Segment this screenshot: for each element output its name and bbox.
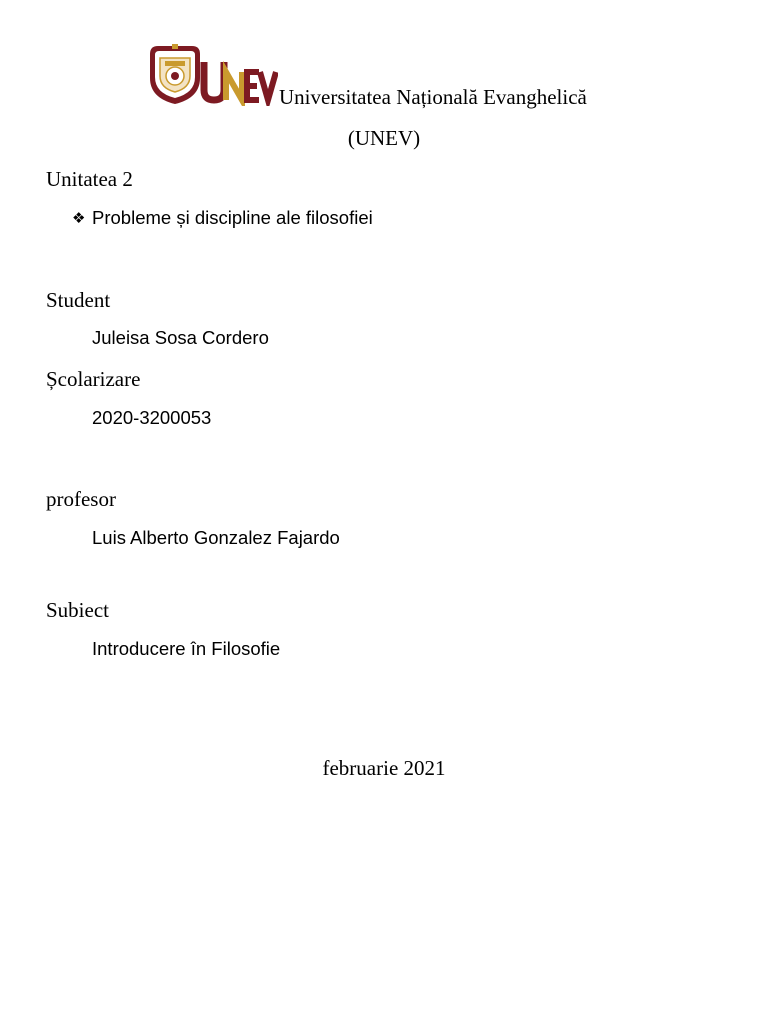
unev-wordmark: [204, 62, 276, 100]
topic-bullet-item: [72, 209, 373, 228]
subject-label: Subiect: [46, 598, 109, 622]
topic-text: Probleme și discipline ale filosofiei: [92, 207, 373, 228]
subject-name: Introducere în Filosofie: [92, 638, 281, 659]
professor-name: Luis Alberto Gonzalez Fajardo: [92, 527, 340, 548]
document-date: februarie 2021: [322, 756, 446, 780]
enrollment-label: Școlarizare: [46, 367, 141, 391]
university-logo: [148, 42, 278, 106]
enrollment-number: 2020-3200053: [92, 407, 212, 428]
unev-logo-icon: [148, 42, 278, 106]
student-label: Student: [46, 288, 111, 312]
unit-label: Unitatea 2: [46, 167, 133, 191]
crest-icon: [150, 44, 200, 104]
diamond-bullet-icon: ❖: [72, 210, 86, 227]
student-name: Juleisa Sosa Cordero: [92, 327, 269, 348]
professor-label: profesor: [46, 487, 116, 511]
university-abbreviation: (UNEV): [347, 126, 421, 150]
university-name: Universitatea Națională Evanghelică: [279, 85, 587, 109]
